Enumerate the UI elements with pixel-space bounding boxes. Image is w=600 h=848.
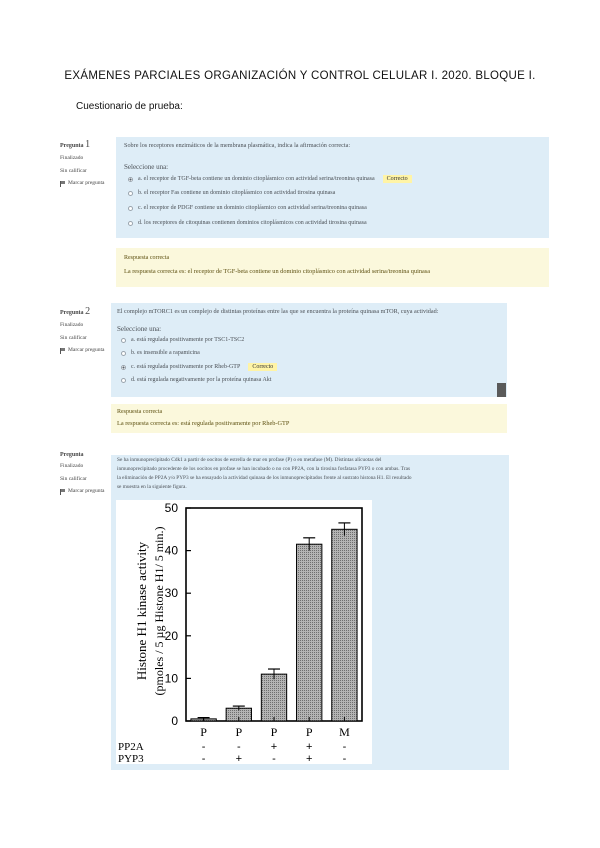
bar	[332, 529, 357, 721]
question-3-state: Finalizado	[60, 463, 84, 469]
select-label: Seleccione una:	[124, 163, 169, 171]
option-c[interactable]: c. está regulada positivamente por Rheb-GTP Correcto	[121, 363, 277, 371]
question-2-flag[interactable]	[60, 348, 105, 354]
x-category-label: P	[270, 725, 278, 739]
question-2-text: El complejo mTORC1 es un complejo de distintas proteínas entre las que se encuentra la proteína quinasa mTOR, cuya actividad:	[117, 308, 439, 315]
flag-icon	[60, 348, 66, 354]
question-2-number: Pregunta 2	[60, 306, 91, 317]
question-1-state: Finalizado	[60, 155, 84, 161]
option-c[interactable]: c. el receptor de PDGF contiene un dominio citoplásmico con actividad serina/treonina quinasa	[128, 205, 367, 211]
question-2-grade: Sin calificar	[60, 334, 87, 341]
treatment-sign: -	[342, 741, 347, 753]
y-tick-label: 30	[164, 586, 178, 601]
question-1-info	[60, 140, 105, 187]
feedback-label: Respuesta correcta	[124, 255, 170, 261]
chart-svg	[116, 500, 372, 764]
y-axis-label: (pmoles / 5 µg Histone H1/ 5 min.)	[152, 526, 166, 696]
treatment-sign: +	[305, 741, 313, 753]
correct-badge: Correcto	[248, 363, 277, 371]
bar	[297, 544, 322, 721]
option-a[interactable]: a. el receptor de TGF-beta contiene un dominio citoplásmico con actividad serina/treonina quinasa Correcto	[128, 175, 412, 183]
x-category-label: P	[235, 725, 243, 739]
x-category-label: M	[339, 725, 350, 739]
question-1-grade: Sin calificar	[60, 167, 87, 174]
treatment-sign: +	[305, 753, 313, 764]
option-a[interactable]: a. está regulada positivamente por TSC1-TSC2	[121, 337, 244, 343]
question-3-line: inmunoprecipitado procedente de los oocitos en profase se han incubado o no con PP2A, con la tirosina fosfatasa PYP3 o con ambas. Tras	[117, 466, 411, 472]
option-b[interactable]: b. es insensible a rapamicina	[121, 350, 200, 356]
treatment-sign: -	[236, 741, 241, 753]
option-d[interactable]: d. está regulada negativamente por la proteína quinasa Akt	[121, 377, 271, 383]
question-3-grade: Sin calificar	[60, 475, 87, 482]
question-2-box	[111, 303, 507, 397]
treatment-sign: -	[342, 753, 347, 764]
y-axis-label: Histone H1 kinase activity	[134, 541, 149, 681]
treatment-sign: -	[201, 753, 206, 764]
question-3-text	[117, 456, 412, 492]
y-tick-label: 50	[164, 501, 178, 515]
question-1-box	[116, 137, 549, 238]
scrollbar-thumb[interactable]	[497, 383, 506, 397]
question-2-feedback	[111, 404, 507, 433]
option-b[interactable]: b. el receptor Fas contiene un dominio citoplásmico con actividad tirosina quinasa	[128, 190, 335, 196]
flag-icon	[60, 181, 66, 187]
radio-selected[interactable]	[128, 177, 133, 182]
treatment-row-label: PYP3	[118, 753, 144, 764]
select-label: Seleccione una:	[117, 325, 162, 333]
bar	[261, 674, 286, 721]
radio[interactable]	[121, 378, 126, 383]
question-1-text: Sobre los receptores enzimáticos de la membrana plasmática, indica la afirmación correcta:	[124, 142, 351, 149]
treatment-sign: -	[201, 741, 206, 753]
option-d[interactable]: d. los receptores de citoquinas contienen dominios citoplásmicos con actividad tirosina quinasa	[128, 220, 367, 226]
flag-icon	[60, 489, 66, 495]
x-category-label: P	[200, 725, 207, 739]
radio[interactable]	[121, 351, 126, 356]
question-1-feedback	[116, 248, 549, 287]
question-1-flag[interactable]	[60, 181, 105, 187]
question-3-number: Pregunta	[60, 452, 84, 458]
treatment-row-label: PP2A	[118, 741, 144, 753]
flag-label: Marcar pregunta	[68, 347, 105, 354]
feedback-text: La respuesta correcta es: está regulada positivamente por Rheb-GTP	[117, 420, 290, 427]
radio[interactable]	[128, 221, 133, 226]
question-3-flag[interactable]	[60, 489, 105, 495]
correct-badge: Correcto	[383, 175, 412, 183]
question-2-state: Finalizado	[60, 322, 84, 328]
treatment-sign: +	[235, 753, 243, 764]
question-3-line: Se ha inmunoprecipitado Cdk1 a partir de oocitos de estrella de mar en profase (P) o en metafase (M). Distintas alícuotas del	[117, 457, 382, 463]
question-3-line: se muestra en la siguiente figura.	[117, 484, 187, 490]
question-2-info	[60, 307, 105, 354]
kinase-activity-chart	[116, 500, 372, 764]
feedback-text: La respuesta correcta es: el receptor de TGF-beta contiene un dominio citoplásmico con actividad serina/treonina quinasa	[124, 268, 431, 275]
flag-label: Marcar pregunta	[68, 488, 105, 495]
radio[interactable]	[121, 338, 126, 343]
x-category-label: P	[305, 725, 313, 739]
question-1-number: Pregunta 1	[60, 139, 91, 150]
flag-label: Marcar pregunta	[68, 180, 105, 187]
treatment-sign: +	[270, 741, 278, 753]
quiz-subtitle: Cuestionario de prueba:	[76, 101, 183, 112]
feedback-label: Respuesta correcta	[117, 409, 163, 415]
question-3-line: la eliminación de PP2A y/o PYP3 se ha ensayado la actividad quinasa de los inmunoprecipitados frente al sustrato histona H1. El resultado	[117, 475, 412, 481]
y-tick-label: 0	[171, 714, 178, 728]
y-tick-label: 10	[164, 671, 178, 686]
y-tick-label: 20	[164, 628, 178, 643]
radio-selected[interactable]	[121, 365, 126, 370]
y-tick-label: 40	[164, 543, 178, 558]
document-title: EXÁMENES PARCIALES ORGANIZACIÓN Y CONTROL CELULAR I. 2020. BLOQUE I.	[64, 70, 536, 82]
treatment-sign: -	[272, 753, 276, 764]
radio[interactable]	[128, 206, 133, 211]
radio[interactable]	[128, 191, 133, 196]
question-3-info	[60, 452, 105, 495]
